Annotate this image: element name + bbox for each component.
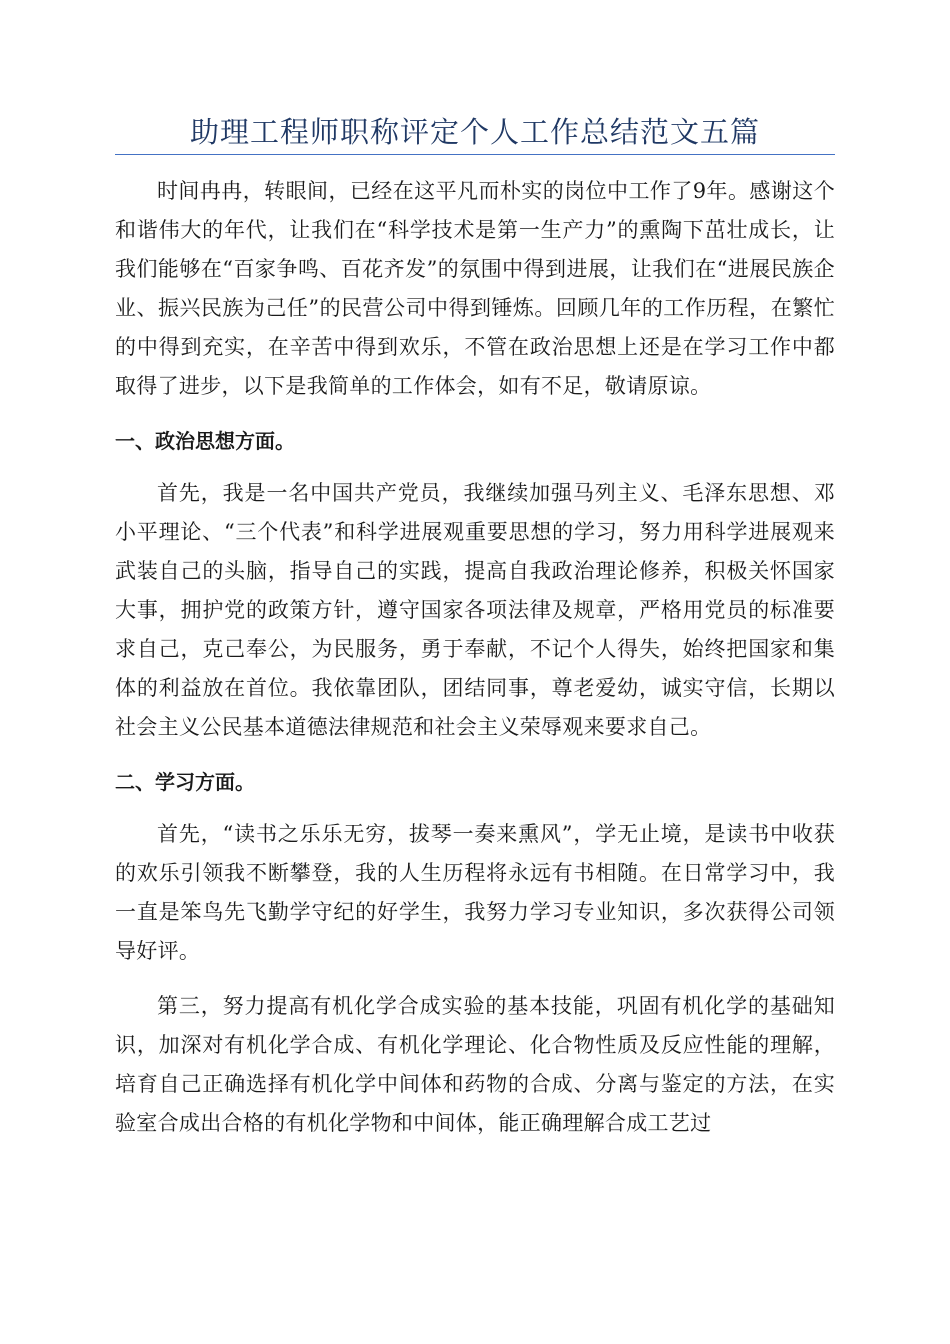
political-paragraph: 首先，我是一名中国共产党员，我继续加强马列主义、毛泽东思想、邓小平理论、“三个代表”和科学进展观重要思想的学习，努力用科学进展观来武装自己的头脑，指导自己的实践，提高自我政治理论修养，积极关怀国家大事，拥护党的政策方针，遵守国家各项法律及规章，严格用党员的标准要求自己，克己奉公，为民服务，勇于奉献，不记个人得失，始终把国家和集体的利益放在首位。我依靠团队，团结同事，尊老爱幼，诚实守信，长期以社会主义公民基本道德法律规范和社会主义荣辱观来要求自己。	[115, 481, 835, 739]
section-heading-political: 一、政治思想方面。	[115, 429, 295, 453]
document-title: 助理工程师职称评定个人工作总结范文五篇	[189, 115, 760, 149]
study-paragraph-1: 首先，“读书之乐乐无穷，拔琴一奏来熏风”，学无止境，是读书中收获的欢乐引领我不断攀登，我的人生历程将永远有书相随。在日常学习中，我一直是笨鸟先飞勤学守纪的好学生，我努力学习专业知识，多次获得公司领导好评。	[115, 822, 835, 963]
study-paragraph-2: 第三，努力提高有机化学合成实验的基本技能，巩固有机化学的基础知识，加深对有机化学合成、有机化学理论、化合物性质及反应性能的理解，培育自己正确选择有机化学中间体和药物的合成、分离与鉴定的方法，在实验室合成出合格的有机化学物和中间体，能正确理解合成工艺过	[115, 994, 835, 1135]
intro-paragraph: 时间冉冉，转眼间，已经在这平凡而朴实的岗位中工作了9年。感谢这个和谐伟大的年代，让我们在“科学技术是第一生产力”的熏陶下茁壮成长，让我们能够在“百家争鸣、百花齐发”的氛围中得到进展，让我们在“进展民族企业、振兴民族为己任”的民营公司中得到锤炼。回顾几年的工作历程，在繁忙的中得到充实，在辛苦中得到欢乐，不管在政治思想上还是在学习工作中都取得了进步，以下是我简单的工作体会，如有不足，敬请原谅。	[115, 179, 835, 398]
title-underline	[115, 154, 835, 155]
document-body	[115, 172, 835, 1159]
section-heading-study: 二、学习方面。	[115, 770, 255, 794]
